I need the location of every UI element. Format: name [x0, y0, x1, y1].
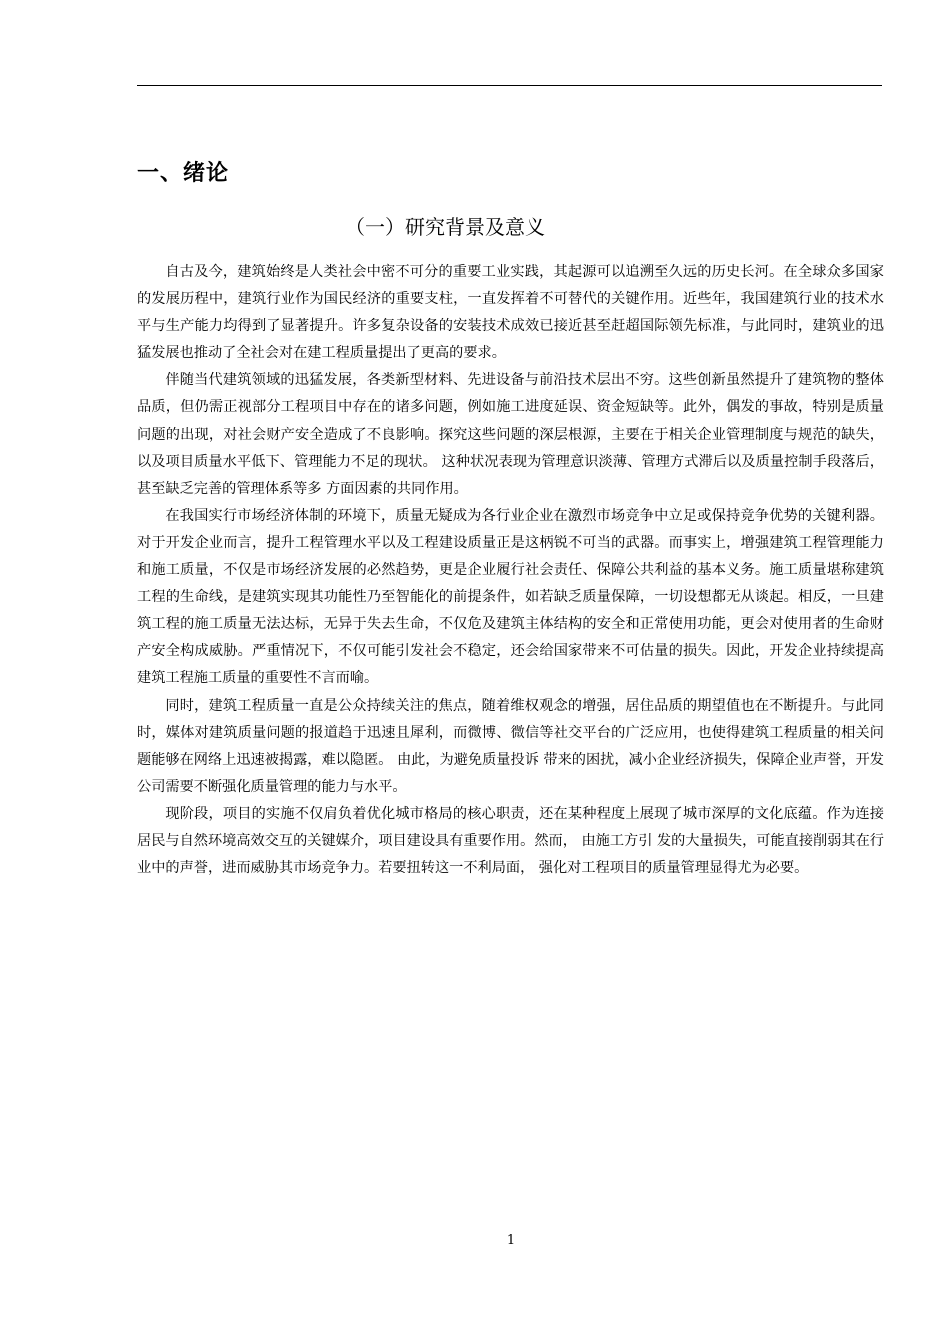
header-rule	[137, 85, 882, 86]
page-number: 1	[506, 1233, 516, 1248]
section-title: （一）研究背景及意义	[345, 215, 545, 239]
paragraph-4: 同时，建筑工程质量一直是公众持续关注的焦点，随着维权观念的增强，居住品质的期望值也在不断提升。与此同时，媒体对建筑质量问题的报道趋于迅速且犀利，而微博、微信等社交平台的广泛应用，也使得建筑工程质量的相关问题能够在网络上迅速被揭露，难以隐匿。 由此，为避免质量投诉 带来的困扰，减小企业经济损失，保障企业声誉，开发公司需要不断强化质量管理的能力与水平。	[137, 697, 884, 795]
paragraph-2: 伴随当代建筑领域的迅猛发展，各类新型材料、先进设备与前沿技术层出不穷。这些创新虽然提升了建筑物的整体品质，但仍需正视部分工程项目中存在的诸多问题，例如施工进度延误、资金短缺等。此外，偶发的事故，特别是质量问题的出现，对社会财产安全造成了不良影响。探究这些问题的深层根源，主要在于相关企业管理制度与规范的缺失， 以及项目质量水平低下、管理能力不足的现状。 这种状况表现为管理意识淡薄、管理方式滞后以及质量控制手段落后，甚至缺乏完善的管理体系等多 方面因素的共同作用。	[137, 372, 884, 497]
body-text	[137, 259, 884, 882]
paragraph-3: 在我国实行市场经济体制的环境下，质量无疑成为各行业企业在激烈市场竞争中立足或保持竞争优势的关键利器。对于开发企业而言，提升工程管理水平以及工程建设质量正是这柄锐不可当的武器。而事实上，增强建筑工程管理能力和施工质量，不仅是市场经济发展的必然趋势，更是企业履行社会责任、保障公共利益的基本义务。施工质量堪称建筑工程的生命线，是建筑实现其功能性乃至智能化的前提条件，如若缺乏质量保障，一切设想都无从谈起。相反，一旦建筑工程的施工质量无法达标，无异于失去生命，不仅危及建筑主体结构的安全和正常使用功能，更会对使用者的生命财产安全构成威胁。严重情况下，不仅可能引发社会不稳定，还会给国家带来不可估量的损失。因此，开发企业持续提高建筑工程施工质量的重要性不言而喻。	[137, 507, 884, 687]
chapter-title: 一、绪论	[137, 161, 230, 186]
paragraph-5: 现阶段，项目的实施不仅肩负着优化城市格局的核心职责，还在某种程度上展现了城市深厚的文化底蕴。作为连接居民与自然环境高效交互的关键媒介，项目建设具有重要作用。然而， 由施工方引 发的大量损失，可能直接削弱其在行业中的声誉，进而威胁其市场竞争力。若要扭转这一不利局面， 强化对工程项目的质量管理显得尤为必要。	[137, 805, 884, 877]
paragraph-1: 自古及今，建筑始终是人类社会中密不可分的重要工业实践，其起源可以追溯至久远的历史长河。在全球众多国家的发展历程中，建筑行业作为国民经济的重要支柱，一直发挥着不可替代的关键作用。近些年，我国建筑行业的技术水平与生产能力均得到了显著提升。许多复杂设备的安装技术成效已接近甚至赶超国际领先标准，与此同时，建筑业的迅猛发展也推动了全社会对在建工程质量提出了更高的要求。	[137, 264, 884, 362]
